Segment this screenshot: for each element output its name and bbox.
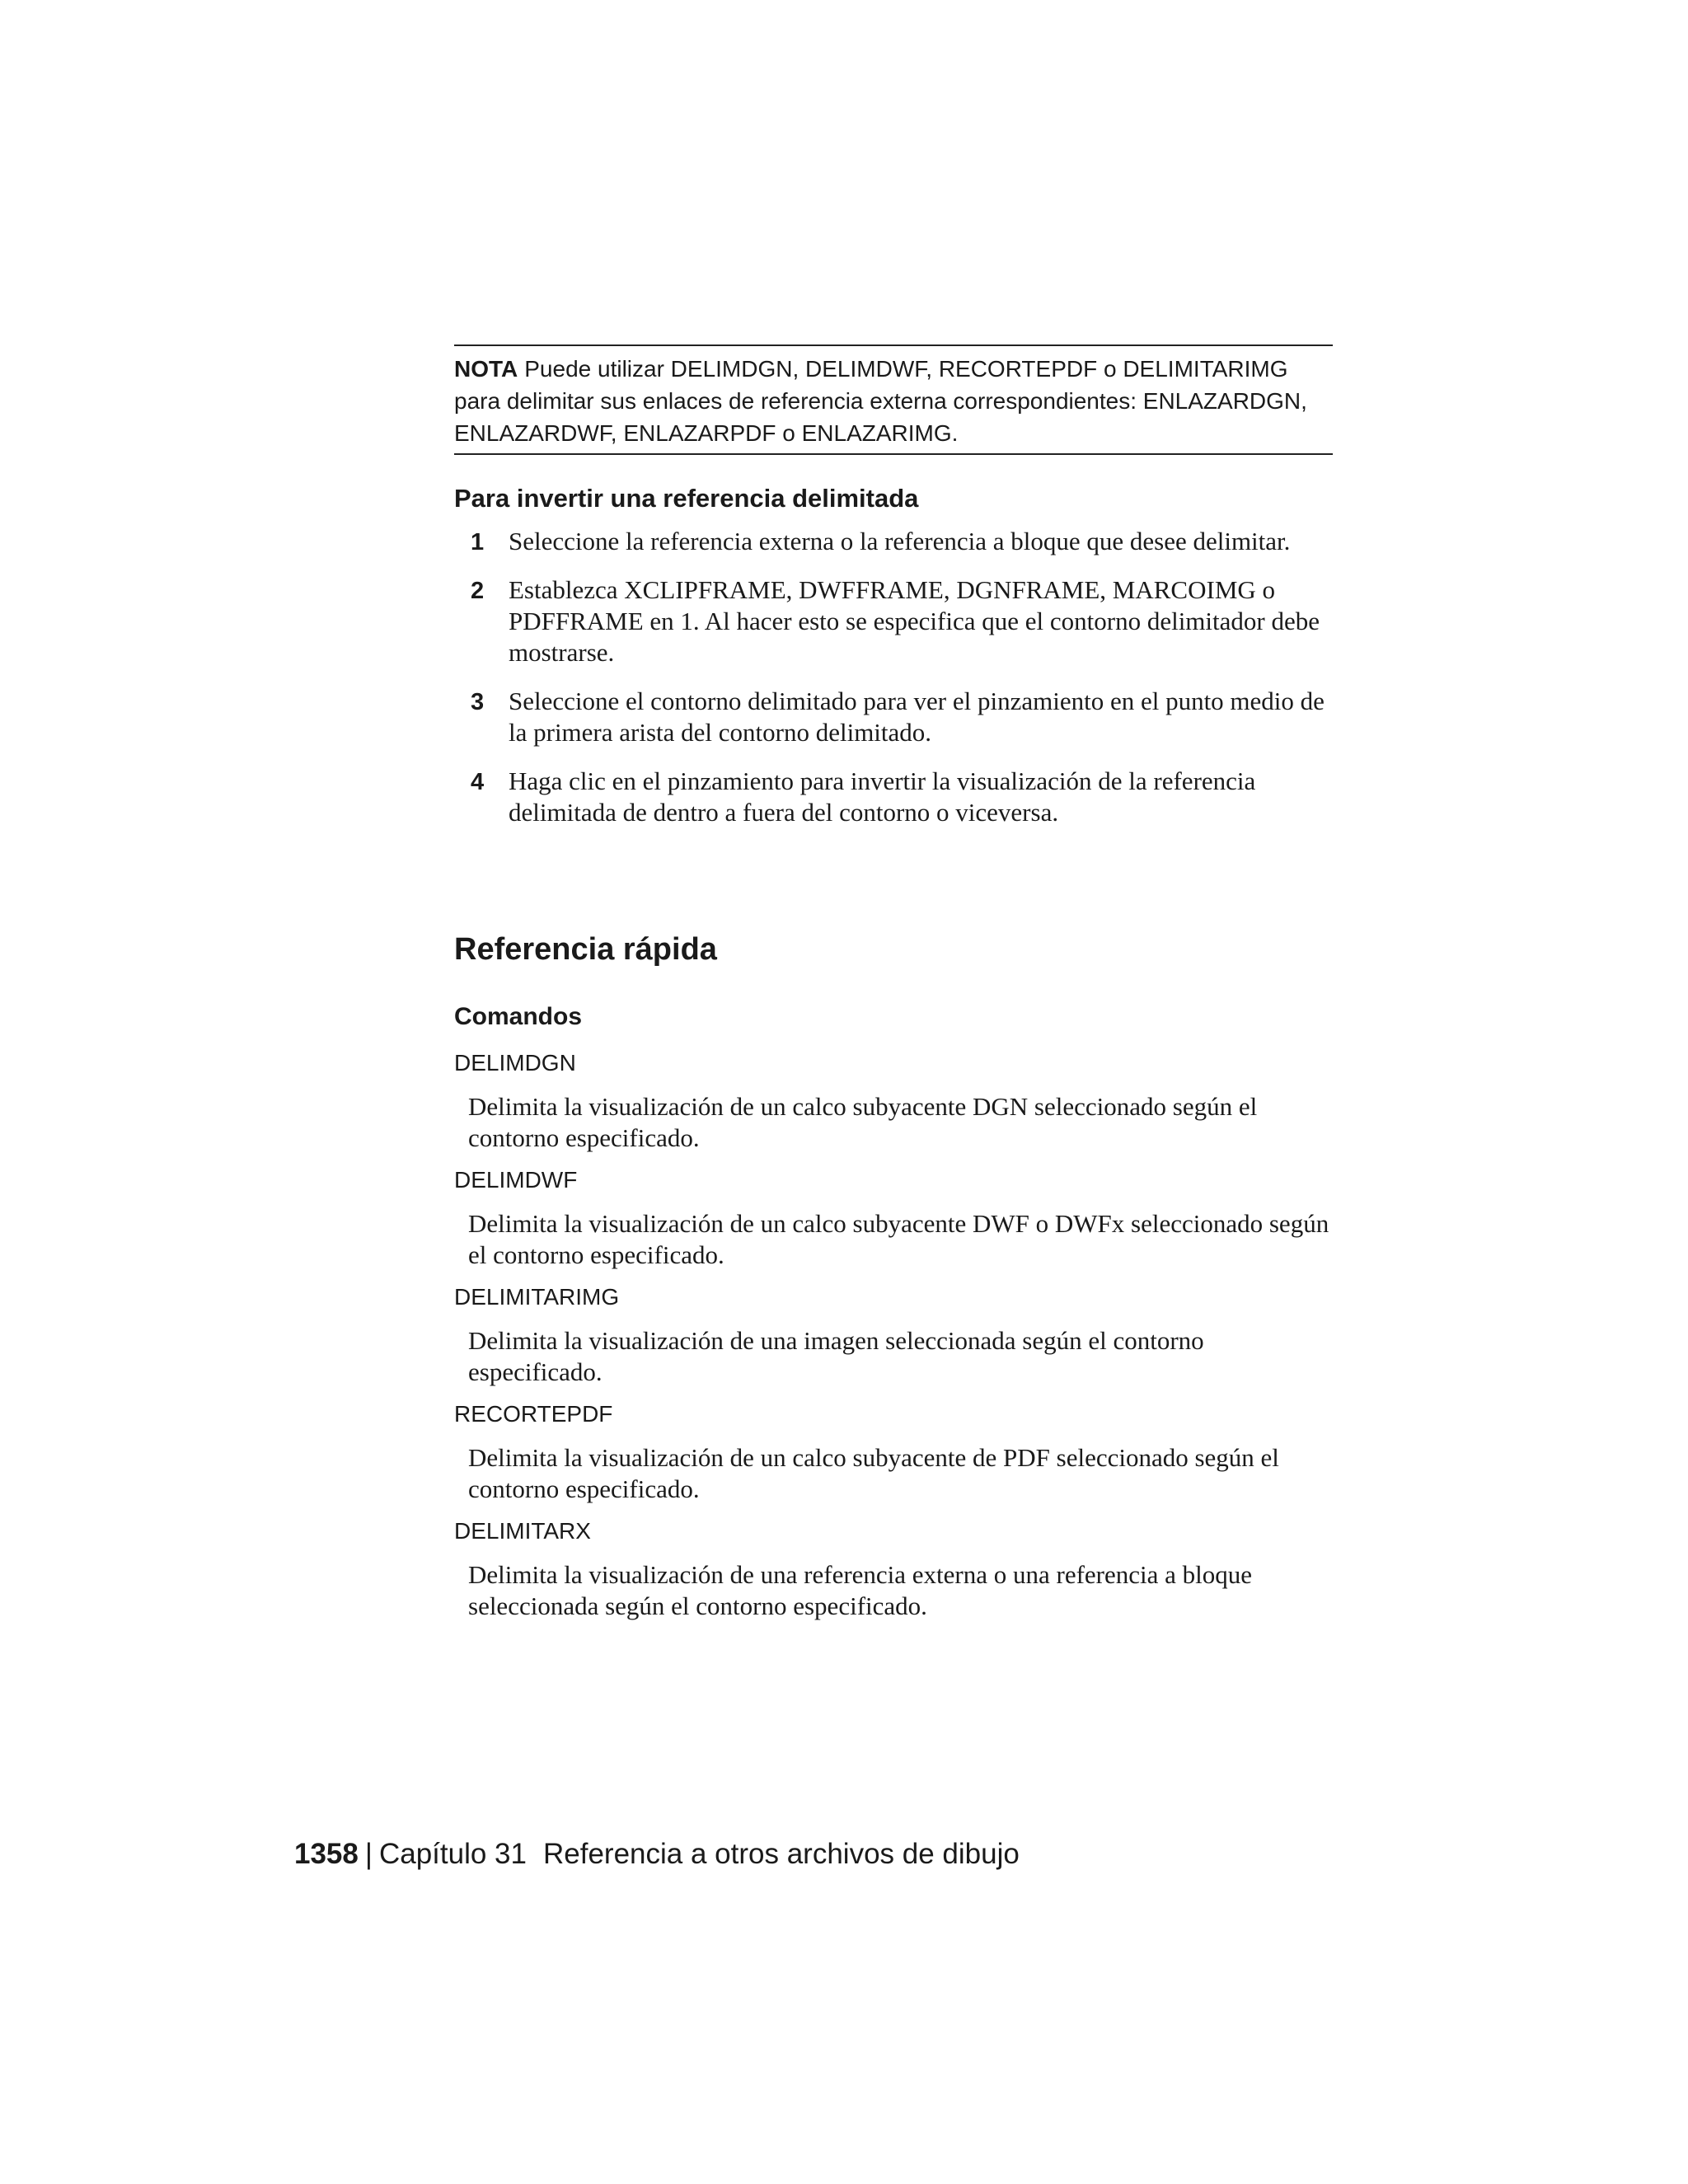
commands-heading: Comandos bbox=[454, 1003, 583, 1030]
step-number: 1 bbox=[471, 529, 485, 555]
command-entry bbox=[454, 1164, 1333, 1271]
note-box bbox=[454, 344, 1333, 455]
procedure-step bbox=[454, 526, 1333, 557]
command-name: DELIMITARX bbox=[454, 1518, 591, 1544]
note-paragraph bbox=[454, 353, 1333, 449]
command-description: Delimita la visualización de un calco subyacente de PDF seleccionado según el contorno especificado. bbox=[468, 1443, 1279, 1503]
command-entry bbox=[454, 1281, 1333, 1388]
procedure-steps bbox=[454, 526, 1333, 846]
command-description: Delimita la visualización de una imagen seleccionada según el contorno especificado. bbox=[468, 1326, 1204, 1386]
step-number: 4 bbox=[471, 769, 485, 795]
note-text: Puede utilizar DELIMDGN, DELIMDWF, RECORTEPDF o DELIMITARIMG para delimitar sus enlaces de referencia externa correspondientes: ENLAZARDGN, ENLAZARDWF, ENLAZARPDF o ENLAZARIMG. bbox=[454, 356, 1307, 446]
command-description: Delimita la visualización de un calco subyacente DGN seleccionado según el contorno especificado. bbox=[468, 1092, 1258, 1152]
page-number: 1358 bbox=[294, 1838, 359, 1870]
procedure-step bbox=[454, 686, 1333, 748]
footer-separator: | bbox=[364, 1838, 373, 1870]
step-text: Seleccione el contorno delimitado para ver el pinzamiento en el punto medio de la primera arista del contorno delimitado. bbox=[509, 687, 1325, 747]
quick-reference-title: Referencia rápida bbox=[454, 932, 717, 967]
step-text: Establezca XCLIPFRAME, DWFFRAME, DGNFRAME, MARCOIMG o PDFFRAME en 1. Al hacer esto se especifica que el contorno delimitador debe mostrarse. bbox=[509, 575, 1320, 667]
step-text: Seleccione la referencia externa o la referencia a bloque que desee delimitar. bbox=[509, 527, 1291, 555]
note-label: NOTA bbox=[454, 356, 518, 382]
step-number: 3 bbox=[471, 689, 485, 715]
procedure-step bbox=[454, 574, 1333, 668]
command-name: RECORTEPDF bbox=[454, 1401, 613, 1427]
chapter-title: Referencia a otros archivos de dibujo bbox=[543, 1838, 1020, 1870]
command-description: Delimita la visualización de una referencia externa o una referencia a bloque seleccionada según el contorno especificado. bbox=[468, 1560, 1253, 1620]
procedure-title: Para invertir una referencia delimitada bbox=[454, 484, 919, 513]
command-description: Delimita la visualización de un calco subyacente DWF o DWFx seleccionado según el contorno especificado. bbox=[468, 1209, 1329, 1269]
command-entry bbox=[454, 1047, 1333, 1154]
command-name: DELIMITARIMG bbox=[454, 1284, 620, 1310]
command-name: DELIMDGN bbox=[454, 1050, 576, 1076]
command-entry bbox=[454, 1515, 1333, 1622]
command-name: DELIMDWF bbox=[454, 1167, 578, 1193]
chapter-label: Capítulo 31 bbox=[378, 1838, 527, 1870]
procedure-step bbox=[454, 766, 1333, 828]
step-number: 2 bbox=[471, 578, 485, 604]
step-text: Haga clic en el pinzamiento para invertir la visualización de la referencia delimitada de dentro a fuera del contorno o viceversa. bbox=[509, 766, 1256, 827]
commands-list bbox=[454, 1047, 1333, 1632]
page-footer bbox=[294, 1836, 1020, 1872]
command-entry bbox=[454, 1398, 1333, 1505]
